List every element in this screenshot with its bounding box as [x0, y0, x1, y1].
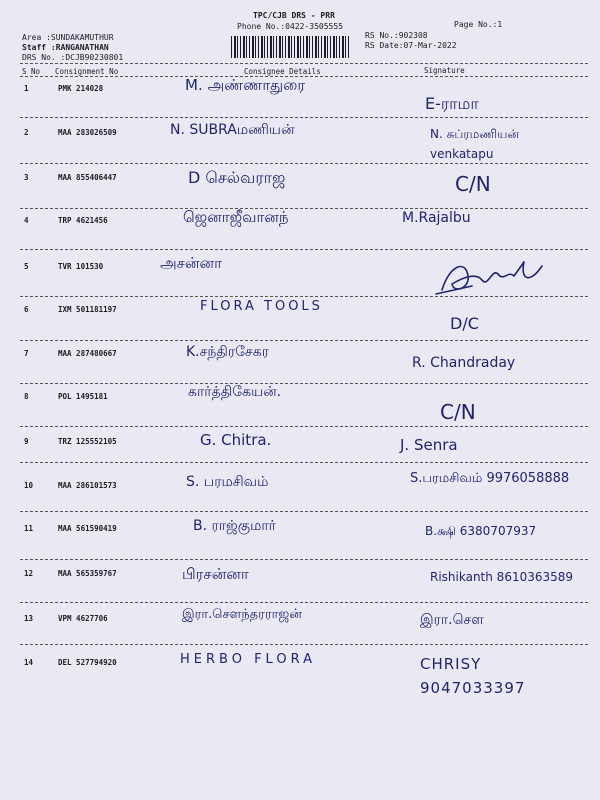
sheet-title: TPC/CJB DRS - PRR [253, 11, 335, 20]
signature-scribble [432, 254, 552, 300]
row-consignee: G. Chitra. [200, 431, 272, 449]
row-divider [20, 383, 588, 384]
row-consignee: D செல்வராஜ [188, 168, 286, 187]
row-sno: 3 [24, 173, 29, 182]
row-signature: D/C [450, 314, 479, 333]
area-field: Area :SUNDAKAMUTHUR [22, 33, 114, 42]
col-header-consignee: Consignee Details [244, 67, 321, 76]
row-signature: இரா.சௌ [420, 612, 484, 628]
row-consignment: MAA 283026509 [58, 128, 117, 137]
row-divider [20, 163, 588, 164]
barcode [231, 36, 351, 58]
row-consignment: TRZ 125552105 [58, 437, 117, 446]
row-consignee: K.சந்திரசேகர [186, 344, 269, 360]
row-sno: 8 [24, 392, 29, 401]
row-sno: 14 [24, 658, 34, 667]
row-consignment: MAA 287480667 [58, 349, 117, 358]
col-header-signature: Signature [424, 66, 465, 75]
row-sno: 4 [24, 216, 29, 225]
row-divider [20, 208, 588, 209]
row-signature: N. சுப்ரமணியன் venkatapu [430, 127, 519, 161]
row-consignment: IXM 501181197 [58, 305, 117, 314]
row-consignee: HERBO FLORA [180, 652, 316, 667]
row-divider [20, 511, 588, 512]
row-consignee: ஜெனாஜீவானந் [183, 208, 289, 226]
row-divider [20, 296, 588, 297]
row-consignee: இரா.சௌந்தரராஜன் [182, 607, 302, 622]
row-sno: 6 [24, 305, 29, 314]
row-sno: 7 [24, 349, 29, 358]
row-consignment: TRP 4621456 [58, 216, 108, 225]
rs-number: RS No.:902308 [365, 31, 428, 40]
row-consignee: FLORA TOOLS [200, 299, 323, 314]
row-consignee: அசன்னா [160, 254, 222, 272]
row-sno: 1 [24, 84, 29, 93]
row-consignee: N. SUBRAமணியன் [170, 122, 295, 138]
row-sno: 11 [24, 524, 34, 533]
drs-number: DRS No. :DCJB90230801 [22, 53, 124, 62]
row-consignee: பிரசன்னா [182, 565, 249, 583]
row-divider [20, 340, 588, 341]
row-signature: J. Senra [400, 436, 458, 454]
row-divider [20, 249, 588, 250]
row-signature: CHRISY 9047033397 [420, 655, 526, 697]
row-consignee: B. ராஜ்குமார் [193, 518, 276, 534]
row-consignment: VPM 4627706 [58, 614, 108, 623]
staff-field: Staff :RANGANATHAN [22, 43, 109, 52]
row-consignment: MAA 855406447 [58, 173, 117, 182]
row-consignment: TVR 101530 [58, 262, 104, 271]
row-signature: E-ராமா [425, 94, 479, 113]
row-consignment: MAA 286101573 [58, 481, 117, 490]
row-consignment: PMK 214028 [58, 84, 104, 93]
row-signature: B.க்ஷி 6380707937 [425, 524, 537, 538]
row-signature: C/N [440, 400, 476, 424]
rs-date: RS Date:07-Mar-2022 [365, 41, 457, 50]
row-signature: C/N [455, 172, 491, 196]
row-signature: Rishikanth 8610363589 [430, 570, 574, 584]
page-number: Page No.:1 [454, 20, 503, 29]
row-signature: R. Chandraday [412, 355, 516, 371]
row-consignment: DEL 527794920 [58, 658, 117, 667]
row-sno: 9 [24, 437, 29, 446]
row-consignment: MAA 565359767 [58, 569, 117, 578]
row-sno: 2 [24, 128, 29, 137]
col-header-sno: S No [22, 67, 41, 76]
row-signature: S.பரமசிவம் 9976058888 [410, 471, 570, 486]
row-divider [20, 602, 588, 603]
row-sno: 12 [24, 569, 34, 578]
row-consignee: M. அண்ணாதுரை [185, 76, 306, 94]
row-sno: 10 [24, 481, 34, 490]
row-sno: 5 [24, 262, 29, 271]
row-divider [20, 117, 588, 118]
row-divider [20, 462, 588, 463]
row-consignment: MAA 561590419 [58, 524, 117, 533]
header-divider [20, 63, 588, 64]
row-signature: M.Rajalbu [402, 210, 471, 226]
row-divider [20, 644, 588, 645]
row-divider [20, 559, 588, 560]
phone-number: Phone No.:0422-3505555 [237, 22, 343, 31]
row-sno: 13 [24, 614, 34, 623]
row-divider [20, 426, 588, 427]
row-consignee: S. பரமசிவம் [186, 474, 269, 490]
col-header-consignment: Consignment No [55, 67, 119, 76]
row-consignee: கார்த்திகேயன். [188, 384, 282, 400]
row-consignment: POL 1495181 [58, 392, 108, 401]
